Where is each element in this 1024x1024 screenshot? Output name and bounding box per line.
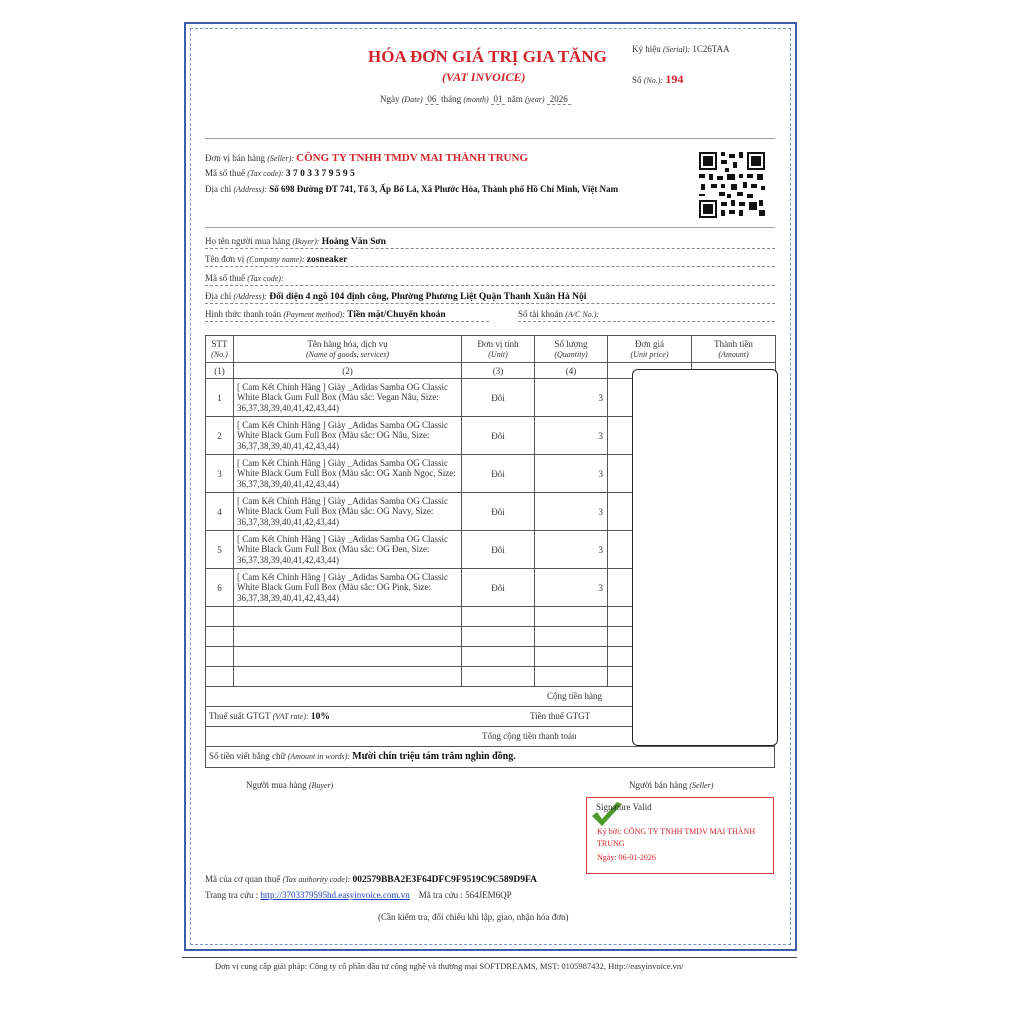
seller-tax-row: Mã số thuế (Tax code): 3 7 0 3 3 7 9 5 9 5 — [205, 168, 355, 179]
grand-total-label: Tổng cộng tiền thanh toán — [482, 731, 577, 741]
qr-code-icon — [697, 150, 767, 220]
table-row: 5 [ Cam Kết Chính Hãng ] Giày _Adidas Samba OG Classic White Black Gum Full Box (Màu sắc: OG Đen, Size: 36,37,38,39,40,41,42,43,44) Đôi 3 — [206, 531, 776, 569]
divider-seller — [205, 227, 775, 228]
digital-signature-box — [586, 797, 774, 874]
table-row: 2 [ Cam Kết Chính Hãng ] Giày _Adidas Samba OG Classic White Black Gum Full Box (Màu sắc: OG Nâu, Size: 36,37,38,39,40,41,42,43,44) Đôi 3 — [206, 417, 776, 455]
buyer-signature-label: Người mua hàng (Buyer) — [246, 780, 334, 790]
lookup-row: Trang tra cứu : http://3703379595hd.easyinvoice.com.vn Mã tra cứu : 564JEM6QP — [205, 890, 512, 900]
amount-words-row: Số tiền viết bằng chữ (Amount in words): Mười chín triệu tám trăm nghìn đồng. — [205, 747, 775, 768]
tax-authority-code-row: Mã của cơ quan thuế (Tax authority code): 002579BBA2E3F64DFC9F9519C9C589D9FA — [205, 874, 537, 885]
buyer-address: Đối diện 4 ngõ 104 định công, Phường Phương Liệt Quận Thanh Xuân Hà Nội — [269, 292, 587, 302]
header-unit-price: Đơn giá (Unit price) — [608, 336, 692, 363]
vat-rate: 10% — [310, 712, 330, 722]
buyer-tax-row: Mã số thuế (Tax code): — [205, 273, 775, 286]
buyer-company: zosneaker — [306, 255, 348, 265]
invoice-serial: Ký hiệu (Serial): 1C26TAA — [632, 44, 730, 54]
table-row: 6 [ Cam Kết Chính Hãng ] Giày _Adidas Samba OG Classic White Black Gum Full Box (Màu sắc: OG Pink, Size: 36,37,38,39,40,41,42,43,44) Đôi 3 — [206, 569, 776, 607]
invoice-date: Ngày (Date) 06 tháng (month) 01 năm (year) 2026 — [380, 94, 571, 105]
seller-tax-code: 3 7 0 3 3 7 9 5 9 5 — [285, 169, 355, 179]
lookup-code: 564JEM6QP — [465, 890, 512, 900]
invoice-subtitle: (VAT INVOICE) — [442, 70, 526, 84]
table-row: 3 [ Cam Kết Chính Hãng ] Giày _Adidas Samba OG Classic White Black Gum Full Box (Màu sắc: OG Xanh Ngọc, Size: 36,37,38,39,40,41,42,43,44) Đôi 3 — [206, 455, 776, 493]
verification-note: (Cần kiểm tra, đối chiếu khi lập, giao, nhận hóa đơn) — [378, 912, 569, 922]
buyer-name: Hoàng Văn Sơn — [321, 237, 386, 247]
header-goods: Tên hàng hóa, dịch vụ (Name of goods, services) — [234, 336, 462, 363]
buyer-address-row: Địa chỉ (Address): Đối diện 4 ngõ 104 định công, Phường Phương Liệt Quận Thanh Xuân Hà Nội — [205, 291, 775, 304]
subtotal-label: Cộng tiền hàng — [547, 691, 602, 701]
invoice-number: Số (No.): 194 — [632, 72, 684, 86]
lookup-link[interactable]: http://3703379595hd.easyinvoice.com.vn — [260, 890, 410, 900]
redacted-price-area — [632, 369, 778, 746]
table-row: 1 [ Cam Kết Chính Hãng ] Giày _Adidas Samba OG Classic White Black Gum Full Box (Màu sắc: Vegan Nâu, Size: 36,37,38,39,40,41,42,43,44) Đôi 3 — [206, 379, 776, 417]
header-quantity: Số lượng (Quantity) — [535, 336, 608, 363]
divider-top — [205, 138, 775, 139]
seller-name-row: Đơn vị bán hàng (Seller): CÔNG TY TNHH TMDV MAI THÀNH TRUNG — [205, 152, 529, 164]
header-unit: Đơn vị tính (Unit) — [462, 336, 535, 363]
footer-divider — [182, 957, 797, 958]
header-amount: Thành tiền (Amount) — [692, 336, 776, 363]
seller-name: CÔNG TY TNHH TMDV MAI THÀNH TRUNG — [296, 152, 529, 164]
amount-in-words: Mười chín triệu tám trăm nghìn đồng. — [352, 751, 516, 762]
vat-rate-label: Thuế suất GTGT (VAT rate): 10% — [209, 711, 330, 722]
vat-amount-label: Tiền thuế GTGT — [530, 711, 591, 721]
account-number-row: Số tài khoản (A/C No.): — [518, 309, 775, 322]
signed-date: Ngày: 06-01-2026 — [597, 853, 656, 862]
signature-valid-text: Signature Valid — [596, 802, 652, 812]
seller-signature-label: Người bán hàng (Seller) — [629, 780, 714, 790]
provider-footer: Đơn vị cung cấp giải pháp: Công ty cổ phần đầu tư công nghệ và thương mại SOFTDREAMS, MST: 0105987432, Http://easyinvoice.vn/ — [215, 961, 684, 971]
index-row: (1) (2) (3) (4) — [206, 363, 776, 379]
table-row: 4 [ Cam Kết Chính Hãng ] Giày _Adidas Samba OG Classic White Black Gum Full Box (Màu sắc: OG Navy, Size: 36,37,38,39,40,41,42,43,44) Đôi 3 — [206, 493, 776, 531]
header-no: STT (No.) — [206, 336, 234, 363]
seller-address-row: Địa chỉ (Address): Số 698 Đường ĐT 741, Tổ 3, Ấp Bố Lá, Xã Phước Hòa, Thành phố Hồ Chí Minh, Việt Nam — [205, 184, 619, 194]
buyer-company-row: Tên đơn vị (Company name): zosneaker — [205, 254, 775, 267]
seller-address: Số 698 Đường ĐT 741, Tổ 3, Ấp Bố Lá, Xã Phước Hòa, Thành phố Hồ Chí Minh, Việt Nam — [269, 184, 619, 194]
invoice-title: HÓA ĐƠN GIÁ TRỊ GIA TĂNG — [368, 47, 607, 66]
payment-method-row: Hình thức thanh toán (Payment method): Tiền mặt/Chuyển khoản — [205, 309, 489, 322]
table-header — [206, 336, 776, 363]
buyer-name-row: Họ tên người mua hàng (Buyer): Hoàng Văn Sơn — [205, 236, 775, 249]
signed-by: Ký bởi: CÔNG TY TNHH TMDV MAI THÀNH TRUNG — [597, 827, 756, 849]
tax-authority-code: 002579BBA2E3F64DFC9F9519C9C589D9FA — [352, 875, 537, 885]
payment-method: Tiền mặt/Chuyển khoản — [347, 310, 446, 320]
